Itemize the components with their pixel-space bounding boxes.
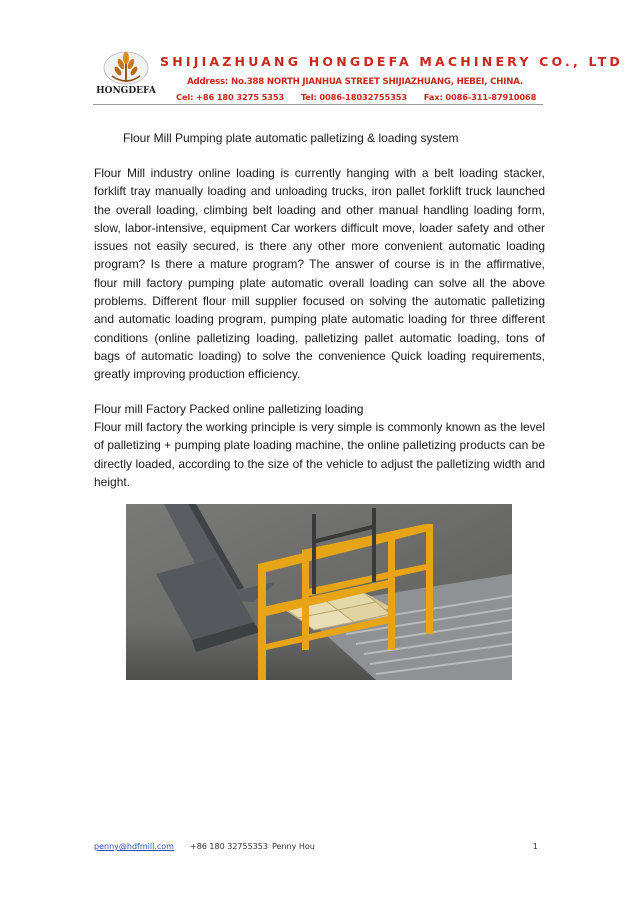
- fax-number: Fax: 0086-311-87910068: [423, 92, 537, 102]
- paragraph-principle: Flour mill factory the working principle is very simple is commonly known as the level of palletizing + pumping plate loading machine, the online palletizing products can be directly loaded, according to the size of the vehicle to adjust the palletizing width and height.: [94, 420, 545, 489]
- footer-email-link[interactable]: penny@hdfmill.com: [94, 842, 174, 851]
- contact-line: [176, 92, 550, 102]
- page-number: 1: [532, 842, 538, 851]
- section-heading: Flour mill Factory Packed online palletizing loading: [94, 402, 364, 416]
- cel-number: Cel: +86 180 3275 5353: [176, 92, 285, 102]
- company-logo: [92, 46, 160, 98]
- paragraph-intro: Flour Mill industry online loading is currently hanging with a belt loading stacker, forklift tray manually loading and unloading trucks, iron pallet forklift truck launched the overall loading, climbing belt loading and other manual handling loading form, slow, labor-intensive, equipment Car workers difficult move, loader safety and other issues not easily secured, is there any other more convenient automatic loading program? Is there a mature program? The answer of course is in the affirmative, flour mill factory pumping plate automatic overall loading can solve all the above problems. Different flour mill supplier focused on solving the automatic palletizing and automatic loading program, pumping plate automatic loading for three different conditions (online palletizing loading, palletizing pallet automatic loading, tons of bags of automatic loading) to solve the convenience Quick loading requirements, greatly improving production efficiency.: [94, 166, 545, 382]
- document-title: Flour Mill Pumping plate automatic palletizing & loading system: [123, 131, 459, 145]
- palletizing-machine-image: [126, 504, 512, 680]
- footer-phone: +86 180 32755353: [190, 842, 268, 851]
- logo-wordmark: HONGDEFA: [96, 86, 156, 96]
- header-divider: [93, 104, 543, 105]
- footer-contact-name: Penny Hou: [272, 842, 315, 851]
- page-footer: [94, 842, 544, 851]
- tel-number: Tel: 0086-18032755353: [300, 92, 408, 102]
- company-address: Address: No.388 NORTH JIANHUA STREET SHIJIAZHUANG, HEBEI, CHINA.: [187, 77, 523, 87]
- company-name: SHIJIAZHUANG HONGDEFA MACHINERY CO., LTD: [160, 54, 623, 69]
